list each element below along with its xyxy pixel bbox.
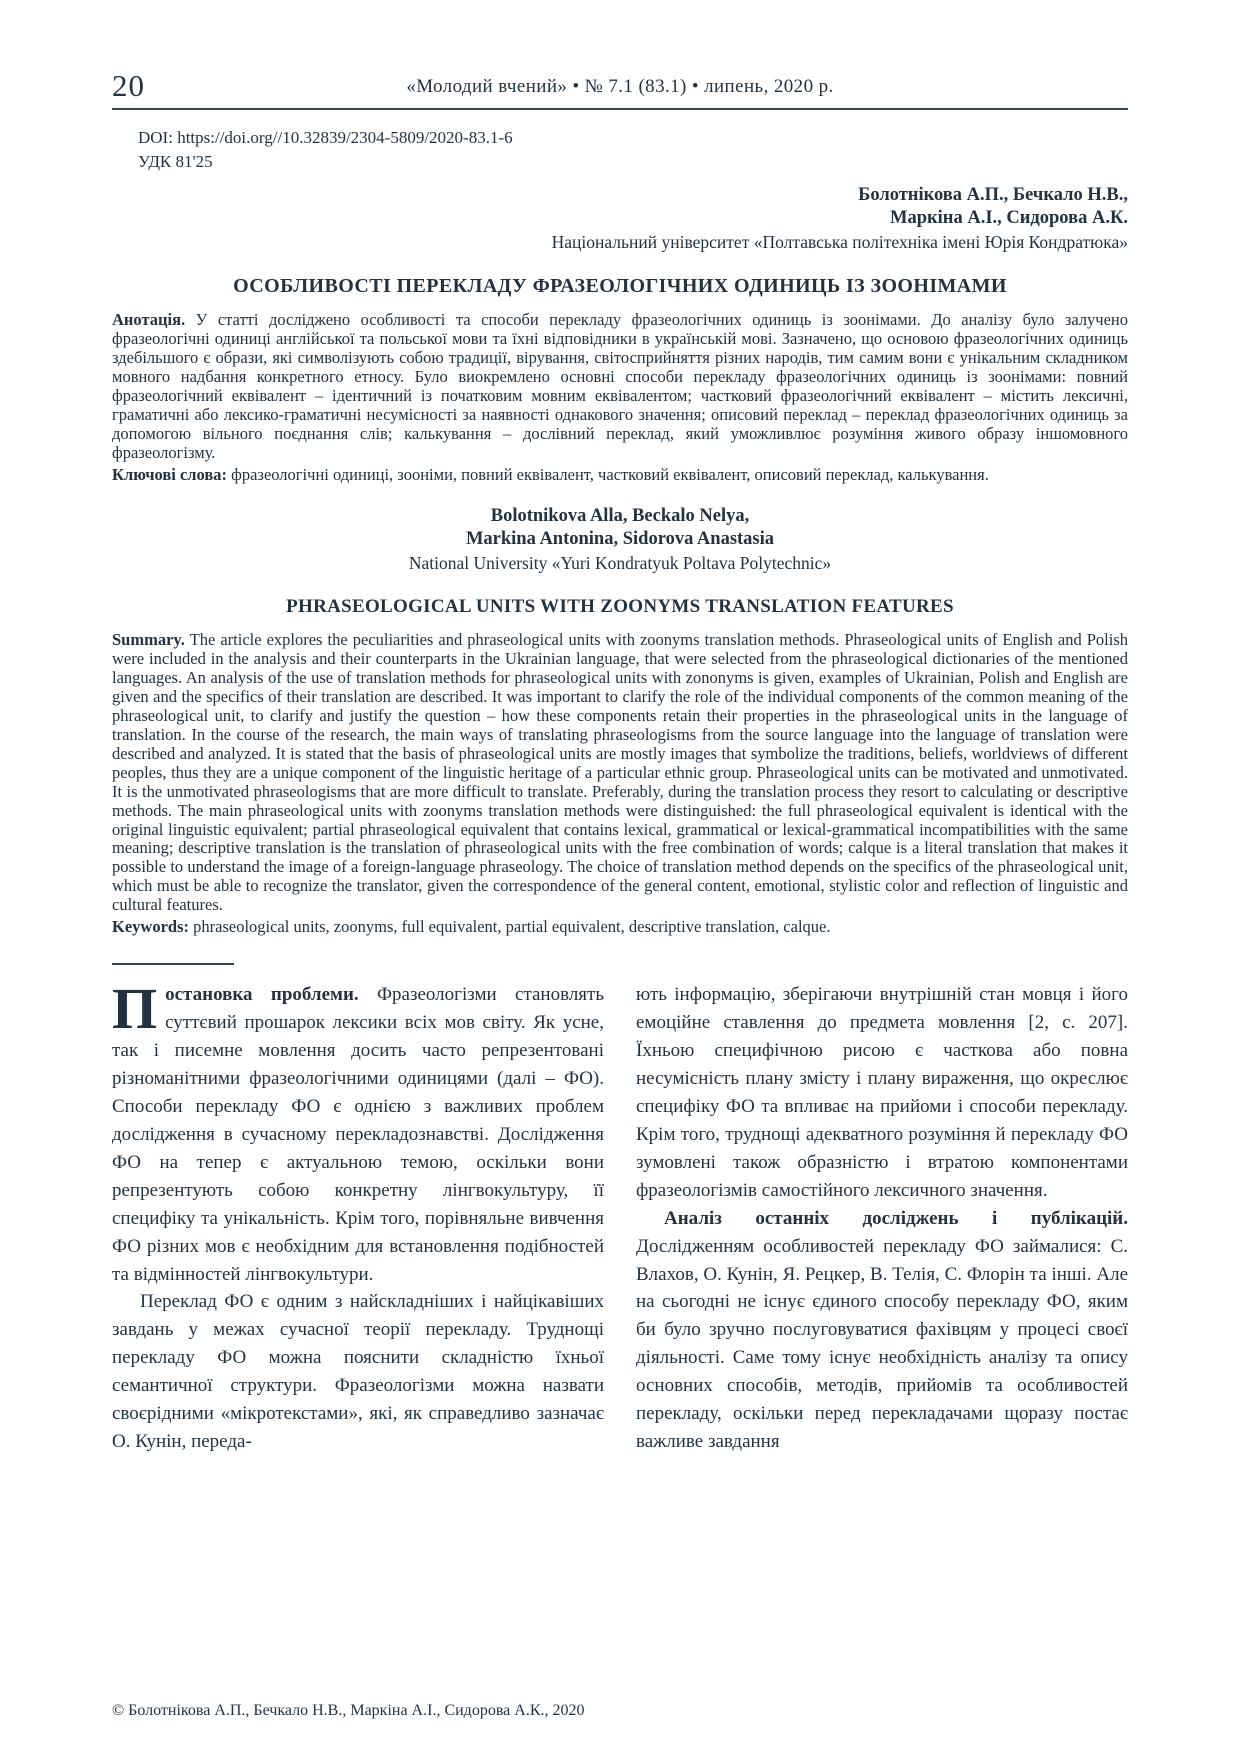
- summary-text: The article explores the peculiarities and phraseological units with zoonyms translation methods. Phraseological units of English and Polish were included in the analysis and their counterparts in the Ukrainian language, that were selected from the phraseological dictionaries of the mentioned languages. An analysis of the use of translation methods for phraseological units with zononyms is given, examples of Ukrainian, Polish and English are given and the specifics of their translation are described. It was important to clarify the role of the individual components of the common meaning of the phraseological unit, to clarify and justify the question – how these components retain their properties in the phraseological units in the language of translation. In the course of the research, the main ways of translating phraseologisms from the source language into the language of translation were described and analyzed. It is stated that the basis of phraseological units are mostly images that symbolize the traditions, beliefs, worldviews of different peoples, thus they are a unique component of the linguistic heritage of a particular ethnic group. Phraseological units can be motivated and unmotivated. It is the unmotivated phraseologisms that are more difficult to translate. Preferably, during the translation process they resort to calculating or descriptive methods. The main phraseological units with zoonyms translation methods were distinguished: the full phraseological equivalent is identical with the original linguistic equivalent; partial phraseological equivalent that contains lexical, grammatical or lexical-grammatical incompatibilities with the same meaning; descriptive translation is the translation of phraseological units with the free combination of words; calque is a literal translation that makes it possible to understand the image of a foreign-language phraseology. The choice of translation method depends on the specifics of the phraseological unit, which must be able to recognize the translator, given the correspondence of the general content, emotional, stylistic color and reflection of linguistic and cultural features.: [112, 629, 1129, 915]
- abstract-text: У статті досліджено особливості та способи перекладу фразеологічних одиниць із зоонімами. До аналізу було залучено фразеологічні одиниці англійської та польської мови та їхні відповідники в українській мові. Зазначено, що основою фразеологічних одиниць здебільшого є образи, які символізують собою традиції, вірування, світосприйняття різних народів, тим самим вони є унікальним складником мовного надбання конкретного етносу. Було виокремлено основні способи перекладу фразеологічних одиниць із зоонімами: повний фразеологічний еквівалент – ідентичний із початковим мовним еквівалентом; частковий фразеологічний еквівалент – містить лексичні, граматичні або лексико-граматичні несумісності за наявності однакового значення; описовий переклад – переклад фразеологічних одиниць за допомогою вільного поєднання слів; калькування – дослівний переклад, який уможливлює розуміння живого образу іншомовного фразеологізму.: [112, 309, 1129, 462]
- footer-copyright: © Болотнікова А.П., Бечкало Н.В., Маркіна А.І., Сидорова А.К., 2020: [112, 1702, 585, 1719]
- article-title-en: PHRASEOLOGICAL UNITS WITH ZOONYMS TRANSLATION FEATURES: [286, 595, 954, 617]
- affiliation-en: National University «Yuri Kondratyuk Poltava Polytechnic»: [408, 552, 832, 573]
- section-divider: [112, 963, 234, 965]
- keywords-ua: [112, 466, 1128, 485]
- authors-ua: [112, 184, 1128, 230]
- left-paragraph-1: [112, 976, 605, 1288]
- authors-en: [112, 505, 1128, 551]
- article-meta: [112, 126, 1128, 174]
- authors-en-line2: Markina Antonina, Sidorova Anastasia: [465, 528, 775, 549]
- article-title-ua: ОСОБЛИВОСТІ ПЕРЕКЛАДУ ФРАЗЕОЛОГІЧНИХ ОДИНИЦЬ ІЗ ЗООНІМАМИ: [233, 274, 1007, 297]
- keywords-ua-label: Ключові слова:: [112, 464, 228, 484]
- summary-paragraph: [112, 631, 1128, 916]
- left-column: [112, 976, 605, 1456]
- dropcap: П: [112, 976, 158, 1042]
- keywords-en-label: Keywords:: [112, 917, 189, 937]
- right-paragraph-2-lead: Аналіз останніх досліджень і публікацій.: [664, 1207, 1128, 1229]
- keywords-ua-text: фразеологічні одиниці, зооніми, повний еквівалент, частковий еквівалент, описовий переклад, калькування.: [231, 464, 989, 484]
- doi-line: DOI: https://doi.org//10.32839/2304-5809/2020-83.1-6: [138, 128, 513, 147]
- authors-en-line1: Bolotnikova Alla, Beckalo Nelya,: [490, 505, 750, 526]
- authors-ua-line2: Маркіна А.І., Сидорова А.К.: [890, 207, 1128, 228]
- right-paragraph-1: ють інформацію, зберігаючи внутрішній стан мовця і його емоційне ставлення до предмета мовлення [2, с. 207]. Їхньою специфічною рисою є часткова або повна несумісність плану змісту і плану вираження, що окреслює специфіку ФО та впливає на прийоми і способи перекладу. Крім того, труднощі адекватного розуміння й перекладу ФО зумовлені також образністю і втратою компонентами фразеологізмів самостійного лексичного значення.: [636, 984, 1128, 1201]
- abstract-paragraph: [112, 311, 1128, 463]
- page-number: 20: [112, 68, 145, 103]
- affiliation-ua: Національний університет «Полтавська політехніка імені Юрія Кондратюка»: [551, 231, 1128, 252]
- body-columns: [112, 976, 1128, 1456]
- authors-ua-line1: Болотнікова А.П., Бечкало Н.В.,: [858, 184, 1128, 205]
- left-paragraph-1-lead: остановка проблеми.: [165, 984, 359, 1006]
- right-paragraph-2-text: Дослідженням особливостей перекладу ФО займалися: С. Влахов, О. Кунін, Я. Рецкер, В. Телія, С. Флорін та інші. Але на сьогодні не існує єдиного способу перекладу ФО, яким би було зручно послуговуватися фахівцям у процесі своєї діяльності. Саме тому існує необхідність аналізу та опису основних способів, методів, прийомів та особливостей перекладу, оскільки перед перекладачами щоразу постає важливе завдання: [636, 1235, 1128, 1453]
- keywords-en: [112, 918, 1128, 937]
- page-header: [112, 68, 1128, 110]
- right-paragraph-2: [636, 1205, 1128, 1456]
- abstract-label: Анотація.: [112, 309, 186, 329]
- journal-running-title: «Молодий вчений» • № 7.1 (83.1) • липень, 2020 р.: [406, 76, 834, 97]
- udc-line: УДК 81'25: [138, 151, 213, 171]
- summary-label: Summary.: [112, 629, 185, 649]
- left-paragraph-1-text: Фразеологізми становлять суттєвий прошарок лексики всіх мов світу. Як усне, так і писемне мовлення досить часто репрезентовані різноманітними фразеологічними одиницями (далі – ФО). Способи перекладу ФО є однією з важливих проблем дослідження в сучасному перекладознавстві. Дослідження ФО на тепер є актуальною темою, оскільки вони репрезентують собою конкретну лінгвокультуру, її специфіку та унікальність. Крім того, порівняльне вивчення ФО різних мов є необхідним для встановлення подібностей та відмінностей лінгвокультури.: [112, 984, 605, 1285]
- keywords-en-text: phraseological units, zoonyms, full equivalent, partial equivalent, descriptive translation, calque.: [193, 917, 831, 937]
- right-column: [636, 981, 1128, 1456]
- left-paragraph-2: Переклад ФО є одним з найскладніших і найцікавіших завдань у межах сучасної теорії перекладу. Труднощі перекладу ФО можна пояснити складністю їхньої семантичної структури. Фразеологізми можна назвати своєрідними «мікротекстами», які, як справедливо зазначає О. Кунін, переда-: [112, 1291, 604, 1453]
